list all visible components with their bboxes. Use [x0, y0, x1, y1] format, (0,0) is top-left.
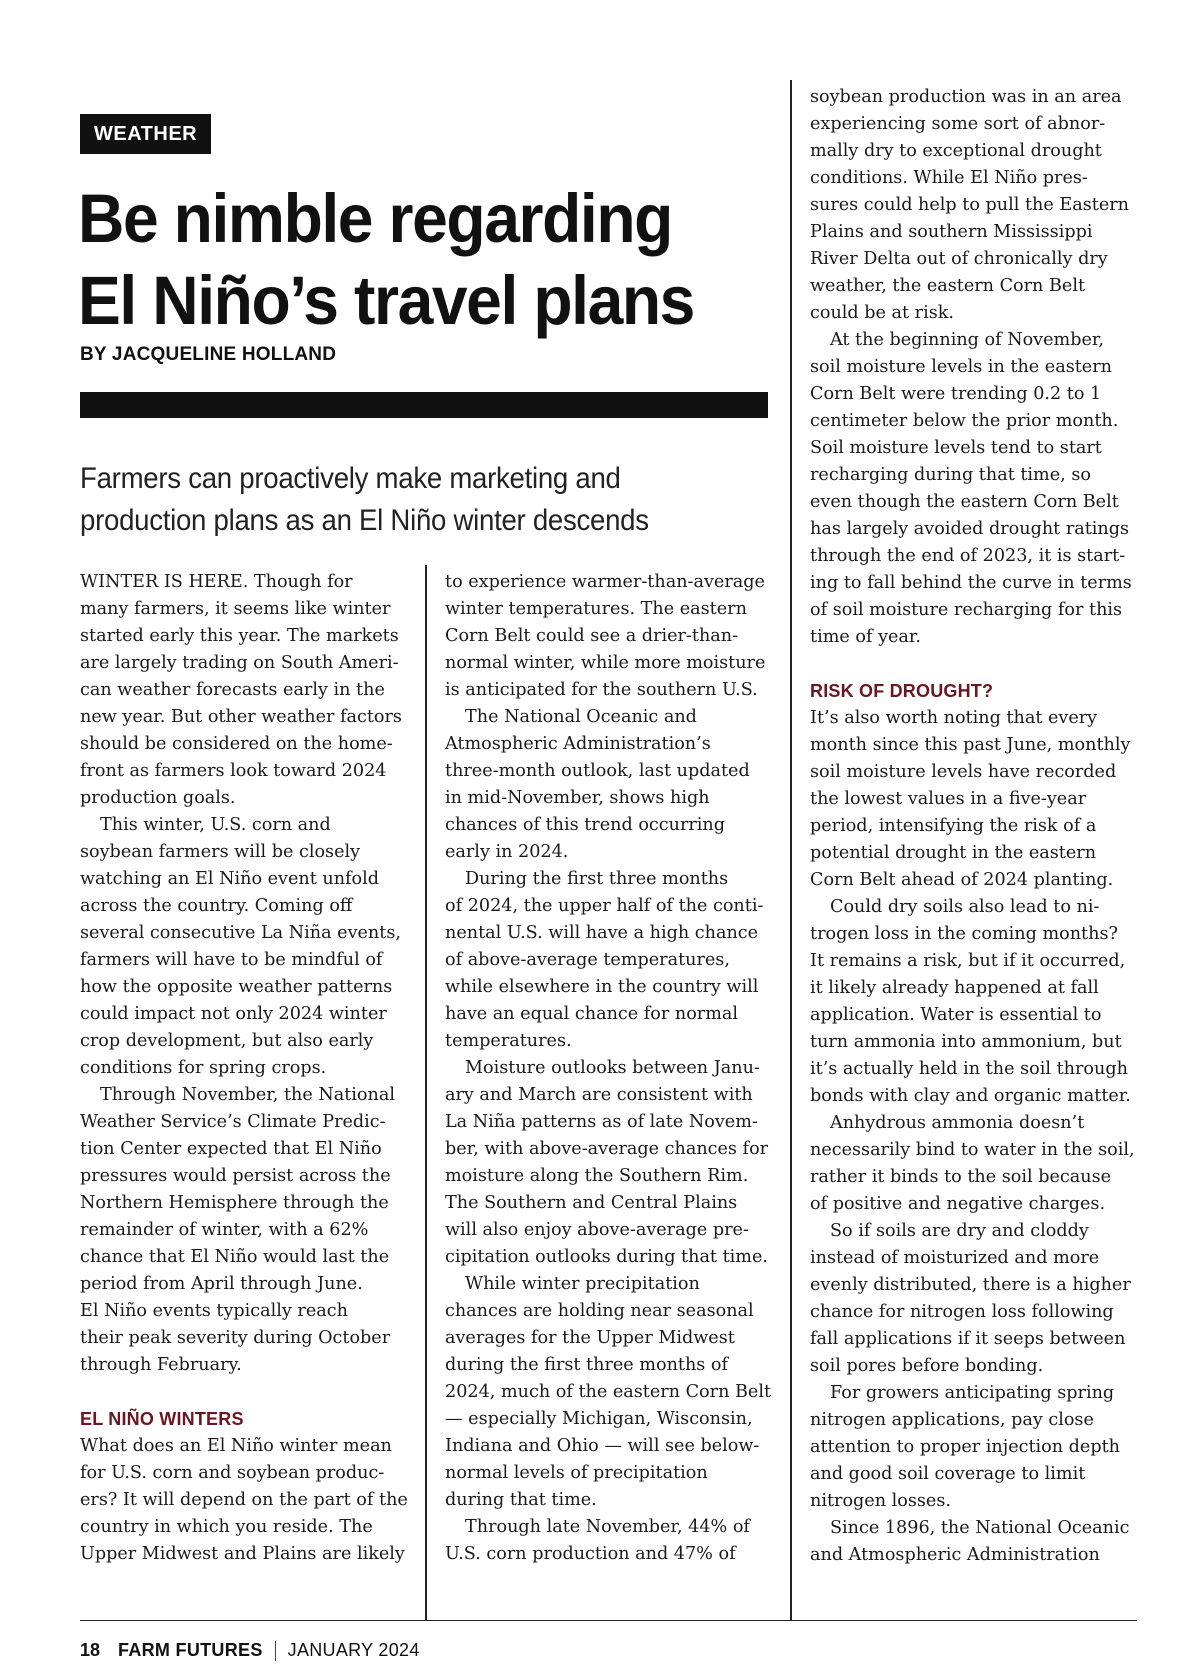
footer-rule	[80, 1620, 1137, 1621]
byline: BY JACQUELINE HOLLAND	[80, 344, 337, 365]
body-line: rather it binds to the soil because	[810, 1167, 1112, 1187]
body-line: it’s actually held in the soil through	[810, 1059, 1128, 1079]
issue-date: JANUARY 2024	[287, 1640, 420, 1660]
body-line: started early this year. The markets	[80, 626, 399, 646]
deck-subtitle	[80, 458, 724, 542]
body-line: Weather Service’s Climate Predic-	[80, 1112, 386, 1132]
body-line: normal winter, while more moisture	[445, 653, 766, 673]
body-line: three-month outlook, last updated	[445, 761, 750, 781]
body-line: during the first three months of	[445, 1355, 729, 1375]
body-line: nental U.S. will have a high chance	[445, 923, 759, 943]
body-line: — especially Michigan, Wisconsin,	[445, 1409, 753, 1429]
subheading: RISK OF DROUGHT?	[810, 681, 994, 701]
body-line: should be considered on the home-	[80, 734, 393, 754]
body-line: tion Center expected that El Niño	[80, 1139, 382, 1159]
body-line: conditions for spring crops.	[80, 1058, 327, 1078]
body-line: period, intensifying the risk of a	[810, 816, 1097, 836]
body-line: WINTER IS HERE. Though for	[80, 572, 353, 592]
body-line: early in 2024.	[445, 842, 569, 862]
column-divider	[425, 565, 427, 1620]
body-line: ber, with above-average chances for	[445, 1139, 769, 1159]
body-line: River Delta out of chronically dry	[810, 249, 1108, 269]
body-line: evenly distributed, there is a higher	[810, 1275, 1131, 1295]
deck-line-2: production plans as an El Niño winter descends	[80, 504, 649, 537]
body-line: averages for the Upper Midwest	[445, 1328, 735, 1348]
body-line: Upper Midwest and Plains are likely	[80, 1544, 405, 1564]
subheading: EL NIÑO WINTERS	[80, 1409, 244, 1429]
body-line: are largely trading on South Ameri-	[80, 653, 399, 673]
body-line: instead of moisturized and more	[810, 1248, 1100, 1268]
body-line: have an equal chance for normal	[445, 1004, 738, 1024]
body-line: Indiana and Ohio — will see below-	[445, 1436, 760, 1456]
body-line: normal levels of precipitation	[445, 1463, 708, 1483]
section-tag: WEATHER	[80, 114, 211, 154]
body-line: chances of this trend occurring	[445, 815, 725, 835]
footer-separator	[275, 1641, 276, 1661]
body-line: Northern Hemisphere through the	[80, 1193, 389, 1213]
body-line: El Niño events typically reach	[80, 1301, 348, 1321]
headline-line-2: El Niño’s travel plans	[78, 262, 694, 339]
body-line: the lowest values in a five-year	[810, 789, 1087, 809]
body-line: it likely already happened at fall	[810, 978, 1099, 998]
body-line: It’s also worth noting that every	[810, 708, 1098, 728]
body-line: ary and March are consistent with	[445, 1085, 753, 1105]
body-line: Through late November, 44% of	[465, 1517, 750, 1537]
body-line: is anticipated for the southern U.S.	[445, 680, 758, 700]
headline	[78, 178, 729, 342]
body-line: watching an El Niño event unfold	[80, 869, 380, 889]
body-line: winter temperatures. The eastern	[445, 599, 747, 619]
article-column-2	[445, 569, 775, 1568]
body-line: Since 1896, the National Oceanic	[830, 1518, 1130, 1538]
body-line: nitrogen losses.	[810, 1491, 951, 1511]
body-line: Corn Belt were trending 0.2 to 1	[810, 384, 1102, 404]
body-line: period from April through June.	[80, 1274, 363, 1294]
body-line: weather, the eastern Corn Belt	[810, 276, 1086, 296]
body-line: potential drought in the eastern	[810, 843, 1097, 863]
body-line: can weather forecasts early in the	[80, 680, 385, 700]
body-line: chance for nitrogen loss following	[810, 1302, 1114, 1322]
body-line: bonds with clay and organic matter.	[810, 1086, 1131, 1106]
body-line: during that time.	[445, 1490, 597, 1510]
body-line: Atmospheric Administration’s	[445, 734, 711, 754]
body-line: soil pores before bonding.	[810, 1356, 1044, 1376]
body-line: will also enjoy above-average pre-	[445, 1220, 749, 1240]
body-line: necessarily bind to water in the soil,	[810, 1140, 1135, 1160]
body-line: centimeter below the prior month.	[810, 411, 1119, 431]
body-line: of soil moisture recharging for this	[810, 600, 1123, 620]
body-line: for U.S. corn and soybean produc-	[80, 1463, 385, 1483]
body-line: ers? It will depend on the part of the	[80, 1490, 408, 1510]
body-line: through February.	[80, 1355, 242, 1375]
body-line: trogen loss in the coming months?	[810, 924, 1118, 944]
body-line: chances are holding near seasonal	[445, 1301, 754, 1321]
body-line: could impact not only 2024 winter	[80, 1004, 387, 1024]
body-line: farmers will have to be mindful of	[80, 950, 383, 970]
body-line: chance that El Niño would last the	[80, 1247, 390, 1267]
body-line: 2024, much of the eastern Corn Belt	[445, 1382, 772, 1402]
body-line: So if soils are dry and cloddy	[830, 1221, 1089, 1241]
body-line: has largely avoided drought ratings	[810, 519, 1130, 539]
body-line: At the beginning of November,	[830, 330, 1104, 350]
body-line: of above-average temperatures,	[445, 950, 730, 970]
body-line: It remains a risk, but if it occurred,	[810, 951, 1126, 971]
body-line: Moisture outlooks between Janu-	[465, 1058, 760, 1078]
body-line: crop development, but also early	[80, 1031, 374, 1051]
body-line: could be at risk.	[810, 303, 954, 323]
paragraph-spacer	[80, 1379, 410, 1406]
body-line: For growers anticipating spring	[830, 1383, 1115, 1403]
body-line: While winter precipitation	[465, 1274, 700, 1294]
body-line: front as farmers look toward 2024	[80, 761, 387, 781]
body-line: cipitation outlooks during that time.	[445, 1247, 768, 1267]
body-line: soybean production was in an area	[810, 87, 1122, 107]
article-column-3	[810, 84, 1145, 1569]
page-number: 18	[80, 1640, 101, 1660]
body-line: Anhydrous ammonia doesn’t	[830, 1113, 1085, 1133]
body-line: This winter, U.S. corn and	[100, 815, 331, 835]
page-footer	[80, 1640, 420, 1661]
body-line: of positive and negative charges.	[810, 1194, 1106, 1214]
body-line: across the country. Coming off	[80, 896, 353, 916]
column-divider	[790, 80, 792, 1620]
body-line: La Niña patterns as of late Novem-	[445, 1112, 758, 1132]
body-line: several consecutive La Niña events,	[80, 923, 401, 943]
body-line: soybean farmers will be closely	[80, 842, 361, 862]
body-line: temperatures.	[445, 1031, 572, 1051]
body-line: soil moisture levels have recorded	[810, 762, 1117, 782]
body-line: how the opposite weather patterns	[80, 977, 393, 997]
body-line: in mid-November, shows high	[445, 788, 710, 808]
body-line: The Southern and Central Plains	[445, 1193, 738, 1213]
body-line: Soil moisture levels tend to start	[810, 438, 1102, 458]
body-line: while elsewhere in the country will	[445, 977, 759, 997]
body-line: month since this past June, monthly	[810, 735, 1131, 755]
body-line: U.S. corn production and 47% of	[445, 1544, 736, 1564]
body-line: sures could help to pull the Eastern	[810, 195, 1129, 215]
body-line: Corn Belt ahead of 2024 planting.	[810, 870, 1114, 890]
body-line: Plains and southern Mississippi	[810, 222, 1093, 242]
body-line: even though the eastern Corn Belt	[810, 492, 1119, 512]
body-line: moisture along the Southern Rim.	[445, 1166, 749, 1186]
body-line: conditions. While El Niño pres-	[810, 168, 1088, 188]
body-line: to experience warmer-than-average	[445, 572, 765, 592]
body-line: many farmers, it seems like winter	[80, 599, 391, 619]
body-line: application. Water is essential to	[810, 1005, 1102, 1025]
body-line: of 2024, the upper half of the conti-	[445, 896, 764, 916]
body-line: pressures would persist across the	[80, 1166, 391, 1186]
body-line: and good soil coverage to limit	[810, 1464, 1086, 1484]
body-line: During the first three months	[465, 869, 729, 889]
article-column-1	[80, 569, 410, 1568]
body-line: attention to proper injection depth	[810, 1437, 1121, 1457]
body-line: remainder of winter, with a 62%	[80, 1220, 369, 1240]
body-line: their peak severity during October	[80, 1328, 391, 1348]
body-line: new year. But other weather factors	[80, 707, 402, 727]
body-line: What does an El Niño winter mean	[80, 1436, 392, 1456]
body-line: soil moisture levels in the eastern	[810, 357, 1112, 377]
body-line: Corn Belt could see a drier-than-	[445, 626, 739, 646]
body-line: through the end of 2023, it is start-	[810, 546, 1126, 566]
divider-bar	[80, 392, 768, 418]
body-line: experiencing some sort of abnor-	[810, 114, 1106, 134]
deck-line-1: Farmers can proactively make marketing and	[80, 462, 621, 495]
body-line: turn ammonia into ammonium, but	[810, 1032, 1122, 1052]
paragraph-spacer	[810, 651, 1145, 678]
body-line: country in which you reside. The	[80, 1517, 373, 1537]
body-line: fall applications if it seeps between	[810, 1329, 1126, 1349]
headline-line-1: Be nimble regarding	[78, 180, 672, 257]
magazine-name: FARM FUTURES	[118, 1640, 263, 1660]
body-line: nitrogen applications, pay close	[810, 1410, 1094, 1430]
body-line: Could dry soils also lead to ni-	[830, 897, 1100, 917]
body-line: mally dry to exceptional drought	[810, 141, 1102, 161]
body-line: Through November, the National	[100, 1085, 395, 1105]
body-line: The National Oceanic and	[465, 707, 697, 727]
body-line: production goals.	[80, 788, 236, 808]
body-line: ing to fall behind the curve in terms	[810, 573, 1132, 593]
body-line: time of year.	[810, 627, 921, 647]
body-line: and Atmospheric Administration	[810, 1545, 1100, 1565]
body-line: recharging during that time, so	[810, 465, 1091, 485]
